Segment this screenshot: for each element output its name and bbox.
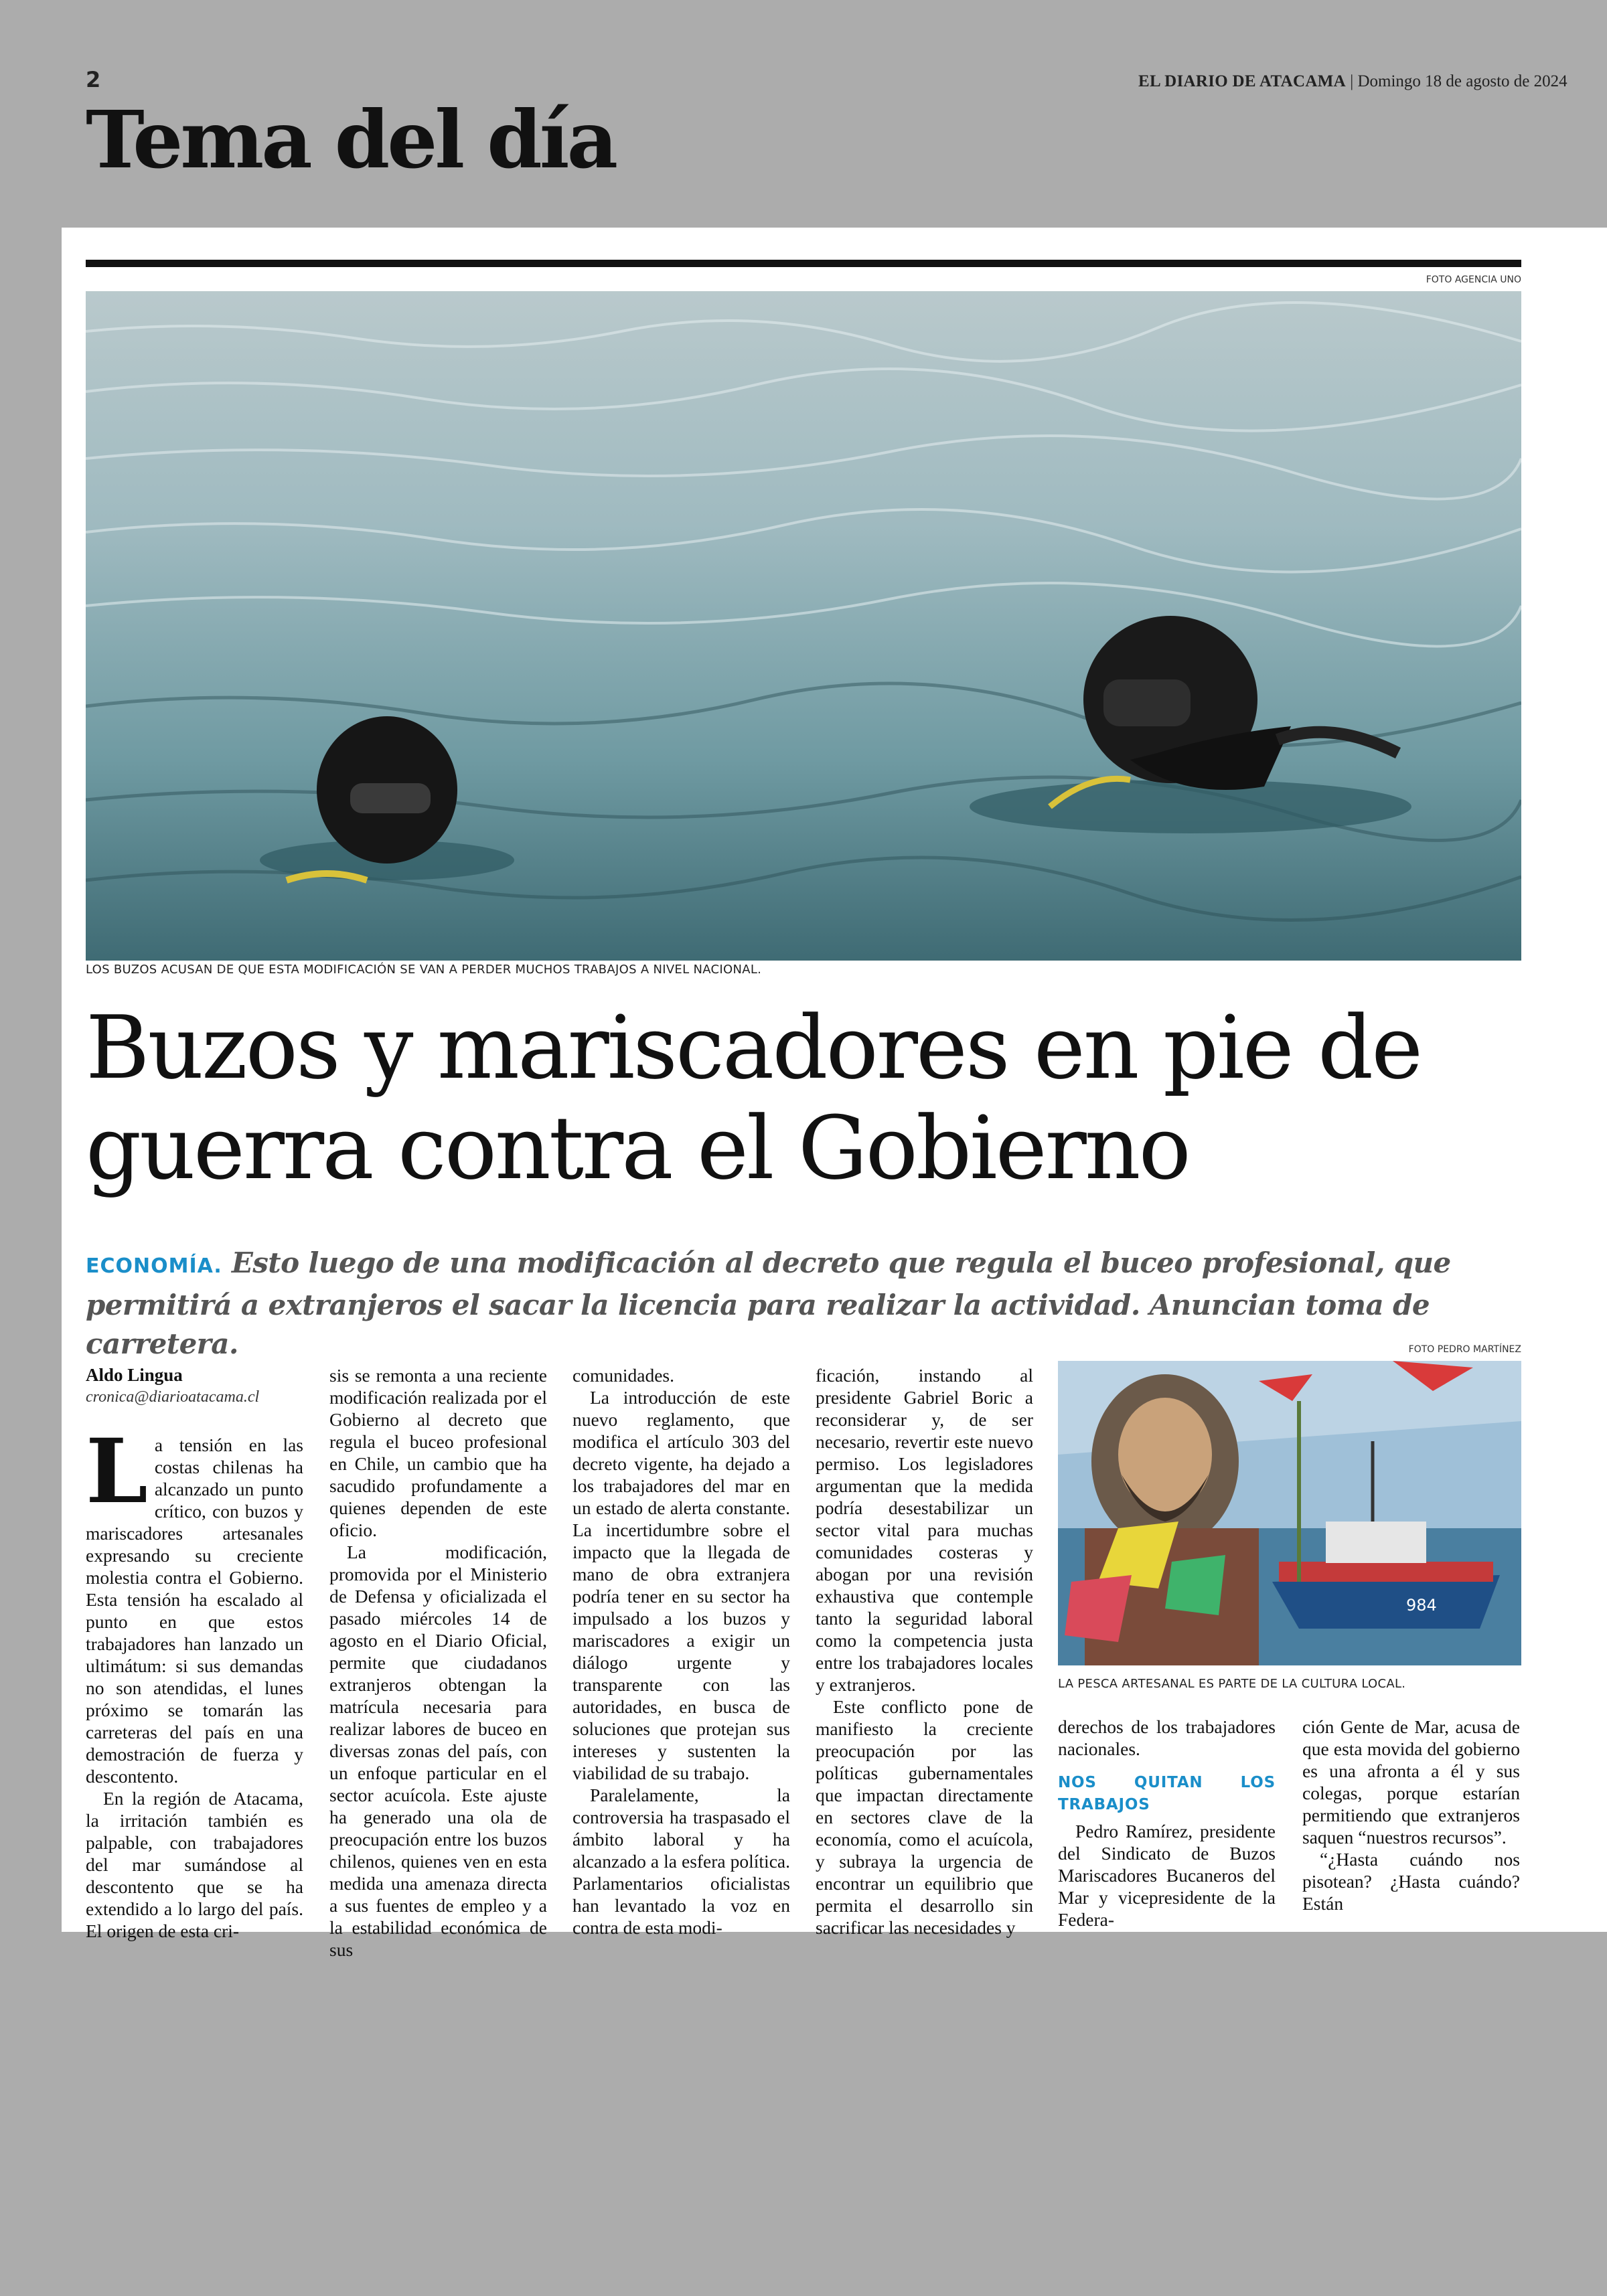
masthead — [1138, 72, 1567, 91]
section-title: Tema del día — [86, 93, 616, 186]
section-kicker: ECONOMÍA. — [86, 1254, 222, 1278]
issue-date: Domingo 18 de agosto de 2024 — [1357, 72, 1567, 90]
author-email[interactable]: cronica@diarioatacama.cl — [86, 1388, 260, 1406]
paragraph: Pedro Ramírez, presidente del Sindicato de Buzos Mariscadores Bucaneros del Mar y vicepresidente de la Federa- — [1058, 1821, 1276, 1930]
paragraph: La introducción de este nuevo reglamento, que modifica el artículo 303 del decreto vigente, ha dejado a los trabajadores del mar en un estado de alerta constante. La incertidumbre sobre el impacto que la llegada de mano de obra extranjera podría tener en su sector ha impulsado a los buzos y mariscadores a exigir un diálogo urgente y transparente con las autoridades, en busca de soluciones que protejan sus intereses y sustenten la viabilidad de su trabajo. — [572, 1387, 790, 1783]
side-photo-credit: FOTO PEDRO MARTÍNEZ — [1408, 1344, 1521, 1355]
author-name: Aldo Lingua — [86, 1365, 183, 1385]
main-photo-credit: FOTO AGENCIA UNO — [1426, 274, 1521, 285]
paragraph: ficación, instando al presidente Gabriel Boric a reconsiderar y, de ser necesario, revertir este nuevo permiso. Los legisladores argumentan que la medida podría desestabilizar un sector vital para muchas comunidades costeras y abogan por una revisión exhaustiva que contemple tanto la seguridad laboral como la competencia justa entre los trabajadores locales y extranjeros. — [816, 1365, 1033, 1695]
paragraph: ción Gente de Mar, acusa de que esta movida del gobierno es una afronta a él y sus colegas, porque estarían permitiendo que extranjeros saquen “nuestros recursos”. — [1302, 1716, 1520, 1848]
paragraph: sis se remonta a una reciente modificación realizada por el Gobierno al decreto que regula el buceo profesional en Chile, un cambio que ha sacudido profundamente a quienes dependen de este oficio. — [329, 1365, 547, 1540]
headline — [86, 997, 1521, 1198]
paragraph: derechos de los trabajadores nacionales. — [1058, 1716, 1276, 1759]
side-photo — [1058, 1361, 1521, 1665]
paragraph: En la región de Atacama, la irritación también es palpable, con trabajadores del mar sumándose al descontento que se ha extendido a lo largo del país. El origen de esta cri- — [86, 1788, 303, 1941]
column-5 — [1058, 1716, 1276, 1931]
main-photo — [86, 291, 1521, 961]
paragraph — [86, 1420, 303, 1787]
side-photo-caption: LA PESCA ARTESANAL ES PARTE DE LA CULTURA LOCAL. — [1058, 1677, 1406, 1691]
headline-line-2: guerra contra el Gobierno — [86, 1097, 1189, 1199]
masthead-separator: | — [1345, 72, 1358, 90]
fishing-boat-photo — [1058, 1361, 1521, 1665]
main-photo-caption: LOS BUZOS ACUSAN DE QUE ESTA MODIFICACIÓN SE VAN A PERDER MUCHOS TRABAJOS A NIVEL NACIONAL. — [86, 963, 762, 977]
column-6 — [1302, 1716, 1520, 1914]
column-1 — [86, 1364, 303, 1942]
drop-cap: L — [86, 1420, 148, 1524]
headline-line-1: Buzos y mariscadores en pie de — [86, 997, 1422, 1098]
lead-text: Esto luego de una modificación al decreto que regula el buceo profesional, que permitirá a extranjeros el sacar la licencia para realizar la actividad. Anuncian toma de carretera. — [86, 1246, 1451, 1360]
section-rule — [86, 260, 1521, 267]
paragraph-text: a tensión en las costas chilenas ha alcanzado un punto crítico, con buzos y mariscadores artesanales expresando su creciente molestia contra el Gobierno. Esta tensión ha escalado al punto en que estos trabajadores han lanzado un ultimátum: si sus demandas no son atendidas, el lunes próximo se tomarán las carreteras del país en una demostración de fuerza y descontento. — [86, 1434, 303, 1787]
article-page — [62, 228, 1607, 1960]
boat-number: 984 — [1406, 1596, 1437, 1615]
lead-paragraph — [86, 1244, 1521, 1364]
column-3 — [572, 1364, 790, 1939]
paragraph: “¿Hasta cuándo nos pisotean? ¿Hasta cuándo? Están — [1302, 1849, 1520, 1914]
column-4 — [816, 1364, 1033, 1939]
paragraph: Paralelamente, la controversia ha traspasado el ámbito laboral y ha alcanzado a la esfera política. Parlamentarios oficialistas han levantado la voz en contra de esta modi- — [572, 1785, 790, 1938]
paragraph: Este conflicto pone de manifiesto la creciente preocupación por las políticas gubernamentales que impactan directamente en sectores clave de la economía, como el acuícola, y subraya la urgencia de encontrar un equilibrio que permita el desarrollo sin sacrificar las necesidades y — [816, 1696, 1033, 1938]
paragraph: La modificación, promovida por el Ministerio de Defensa y oficializada el pasado miércoles 14 de agosto en el Diario Oficial, permite que ciudadanos extranjeros obtengan la matrícula necesaria para realizar labores de buceo en diversas zonas del país, con un enfoque particular en el sector acuícola. Este ajuste ha generado una ola de preocupación entre los buzos chilenos, quienes ven en esta medida una amenaza directa a sus fuentes de empleo y a la estabilidad económica de sus — [329, 1542, 547, 1960]
column-2 — [329, 1364, 547, 1961]
page-number: 2 — [86, 67, 101, 92]
paragraph: comunidades. — [572, 1365, 674, 1386]
subheading: NOS QUITAN LOS TRABAJOS — [1058, 1774, 1276, 1813]
publication-name: EL DIARIO DE ATACAMA — [1138, 72, 1346, 90]
divers-photo — [86, 291, 1521, 961]
